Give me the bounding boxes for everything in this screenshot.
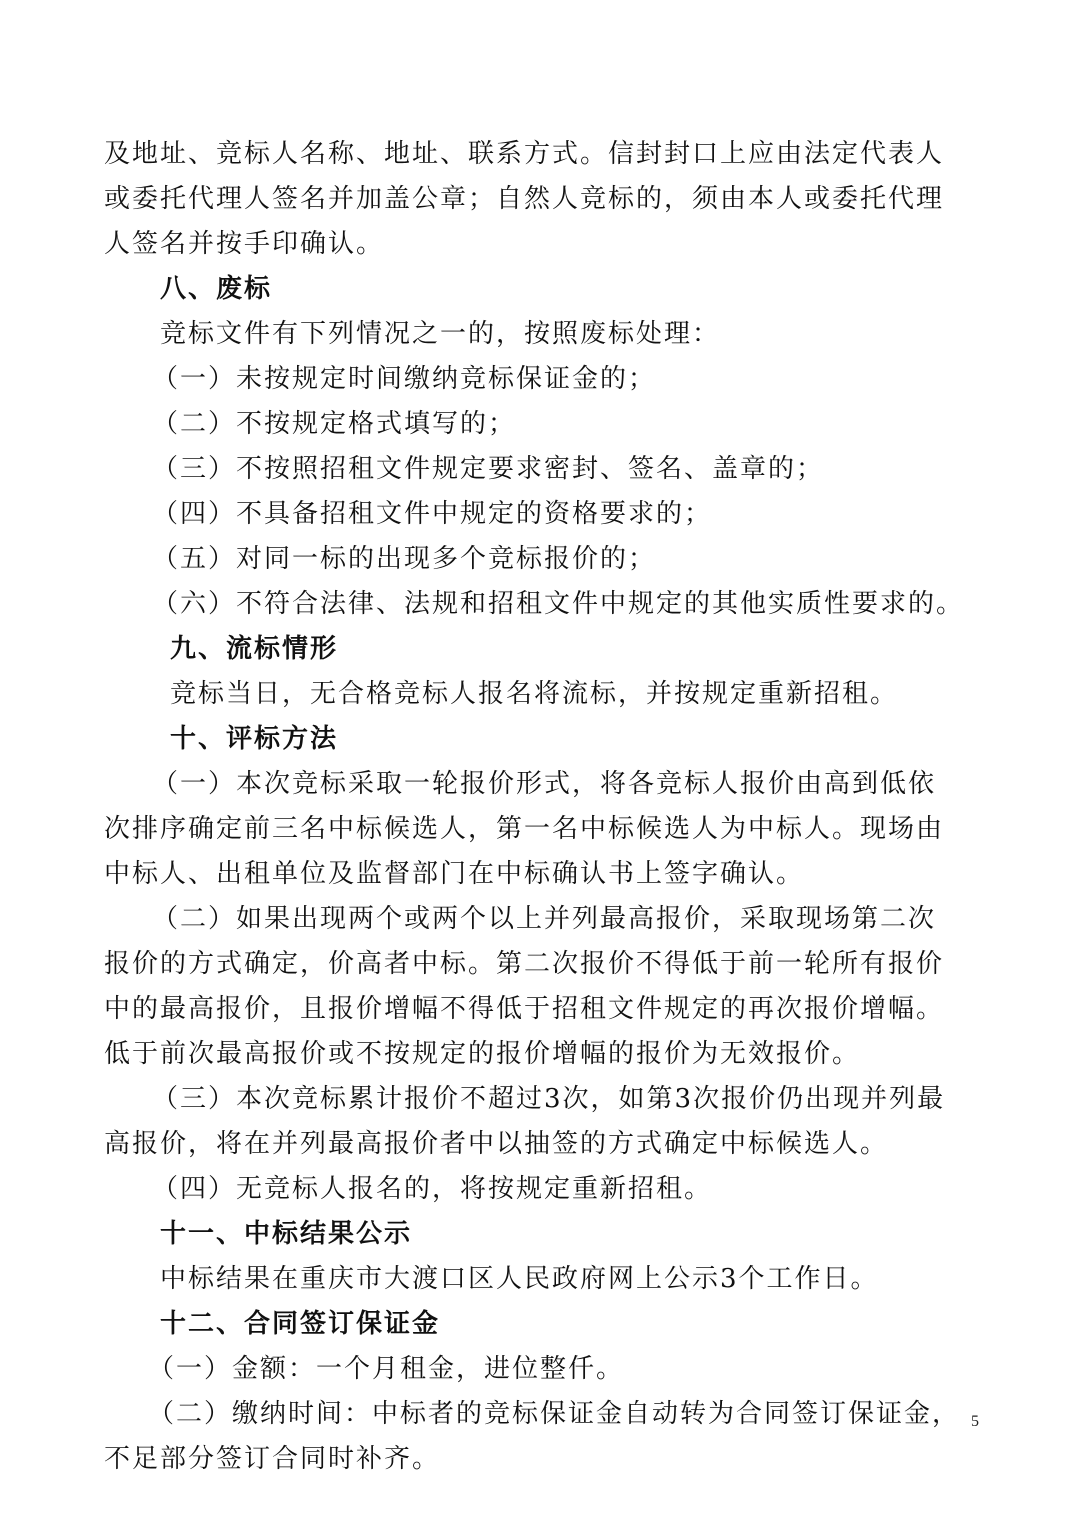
- paragraph-line: 人签名并按手印确认。: [104, 229, 385, 259]
- list-item: （一）未按规定时间缴纳竞标保证金的；: [152, 364, 657, 394]
- paragraph-line: 中的最高报价，且报价增幅不得低于招租文件规定的再次报价增幅。: [104, 994, 945, 1024]
- paragraph-line: 高报价，将在并列最高报价者中以抽签的方式确定中标候选人。: [104, 1129, 889, 1159]
- list-item: （三）不按照招租文件规定要求密封、签名、盖章的；: [152, 454, 825, 484]
- paragraph-line: 及地址、竞标人名称、地址、联系方式。信封封口上应由法定代表人: [104, 139, 945, 169]
- section-heading-11: 十一、中标结果公示: [160, 1219, 413, 1249]
- list-item: （六）不符合法律、法规和招租文件中规定的其他实质性要求的。: [152, 589, 965, 619]
- list-item: （四）不具备招租文件中规定的资格要求的；: [152, 499, 713, 529]
- paragraph-line: 中标人、出租单位及监督部门在中标确认书上签字确认。: [104, 859, 805, 889]
- paragraph-line: 低于前次最高报价或不按规定的报价增幅的报价为无效报价。: [104, 1039, 861, 1069]
- paragraph-line: （三）本次竞标累计报价不超过3次，如第3次报价仍出现并列最: [152, 1084, 946, 1114]
- paragraph-line: 报价的方式确定，价高者中标。第二次报价不得低于前一轮所有报价: [104, 949, 945, 979]
- paragraph-line: 或委托代理人签名并加盖公章；自然人竞标的，须由本人或委托代理: [104, 184, 945, 214]
- paragraph-line: 竞标文件有下列情况之一的，按照废标处理：: [160, 319, 721, 349]
- paragraph-line: （二）如果出现两个或两个以上并列最高报价，采取现场第二次: [152, 904, 937, 934]
- section-heading-10: 十、评标方法: [170, 724, 339, 754]
- paragraph-line: 不足部分签订合同时补齐。: [104, 1444, 441, 1474]
- list-item: （五）对同一标的出现多个竞标报价的；: [152, 544, 657, 574]
- paragraph-line: 中标结果在重庆市大渡口区人民政府网上公示3个工作日。: [160, 1264, 879, 1294]
- paragraph-line: （四）无竞标人报名的，将按规定重新招租。: [152, 1174, 713, 1204]
- document-body: [104, 132, 982, 1482]
- paragraph-line: 竞标当日，无合格竞标人报名将流标，并按规定重新招租。: [170, 679, 899, 709]
- paragraph-line: （一）本次竞标采取一轮报价形式，将各竞标人报价由高到低依: [152, 769, 937, 799]
- section-heading-8: 八、废标: [160, 274, 273, 304]
- paragraph-line: 次排序确定前三名中标候选人，第一名中标候选人为中标人。现场由: [104, 814, 945, 844]
- list-item: （一）金额：一个月租金，进位整仟。: [148, 1354, 625, 1384]
- list-item: （二）不按规定格式填写的；: [152, 409, 517, 439]
- page-number: 5: [971, 1413, 979, 1430]
- list-item: （二）缴纳时间：中标者的竞标保证金自动转为合同签订保证金，: [148, 1399, 961, 1429]
- section-heading-12: 十二、合同签订保证金: [160, 1309, 441, 1339]
- section-heading-9: 九、流标情形: [170, 634, 339, 664]
